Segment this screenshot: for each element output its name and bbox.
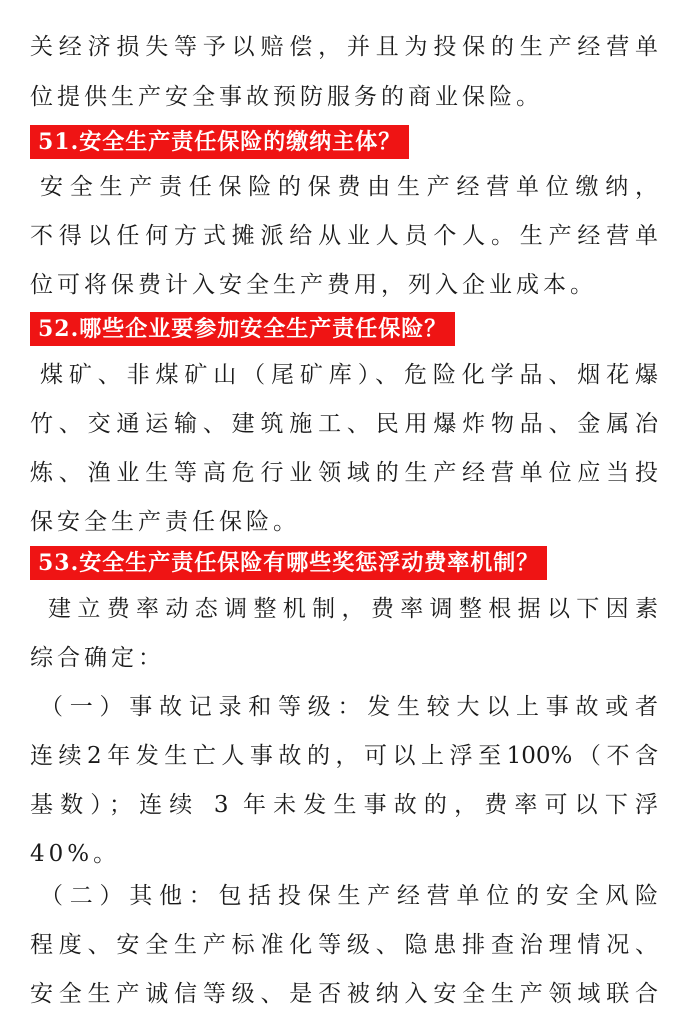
q53-line-3: （一）事故记录和等级：发生较大以上事故或者 [40,694,658,720]
q52-line-4: 保安全生产责任保险。 [30,509,300,535]
q53-line-9: 安全生产诚信等级、是否被纳入安全生产领域联合 [30,981,658,1007]
q53-line-2: 综合确定： [30,645,165,671]
intro-line-1: 关经济损失等予以赔偿，并且为投保的生产经营单 [30,34,658,60]
question-51-heading: 51.安全生产责任保险的缴纳主体？ [30,125,409,159]
q53-line-6: 40%。 [30,841,121,867]
q52-line-1: 煤矿、非煤矿山（尾矿库）、危险化学品、烟花爆 [40,362,658,388]
intro-line-2: 位提供生产安全事故预防服务的商业保险。 [30,84,543,110]
q51-line-1: 安全生产责任保险的保费由生产经营单位缴纳， [40,174,658,200]
q51-line-3: 位可将保费计入安全生产费用，列入企业成本。 [30,272,597,298]
q53-line-8: 程度、安全生产标准化等级、隐患排查治理情况、 [30,932,658,958]
question-52-heading: 52.哪些企业要参加安全生产责任保险？ [30,312,455,346]
q53-line-1: 建立费率动态调整机制，费率调整根据以下因素 [48,596,658,622]
q52-line-3: 炼、渔业生等高危行业领域的生产经营单位应当投 [30,460,658,486]
q53-line-4: 连续2年发生亡人事故的，可以上浮至100%（不含 [30,743,658,769]
q53-line-7: （二）其他：包括投保生产经营单位的安全风险 [40,883,658,909]
q52-line-2: 竹、交通运输、建筑施工、民用爆炸物品、金属冶 [30,411,658,437]
q51-line-2: 不得以任何方式摊派给从业人员个人。生产经营单 [30,223,658,249]
q53-line-5: 基数）；连续 3 年未发生事故的，费率可以下浮 [30,792,658,818]
question-53-heading: 53.安全生产责任保险有哪些奖惩浮动费率机制？ [30,546,547,580]
